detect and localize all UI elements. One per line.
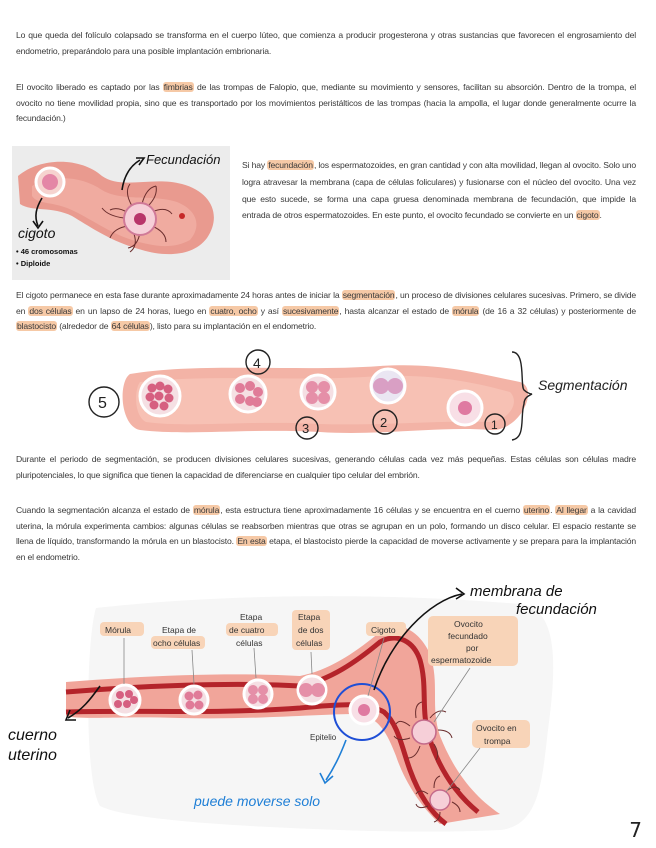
label-cigoto-text: Cigoto bbox=[371, 625, 396, 635]
label-ovt-line1: Ovocito en bbox=[476, 723, 517, 733]
label-dos-celulas bbox=[292, 610, 330, 650]
label-dos-line1: Etapa bbox=[298, 612, 321, 622]
label-ovf-line3: por bbox=[466, 643, 479, 653]
paragraph-morula-blastocyst bbox=[16, 503, 636, 565]
highlight-dos-celulas: dos células bbox=[29, 305, 72, 316]
morula-cell bbox=[110, 685, 140, 715]
label-cuatro-line1: Etapa bbox=[240, 612, 263, 622]
text-segment: El ovocito liberado es captado por las bbox=[16, 82, 163, 92]
stage-4-eight-cells bbox=[230, 376, 266, 412]
label-ocho-line2: ocho células bbox=[153, 638, 201, 648]
paragraph-corpus-luteum bbox=[16, 28, 636, 59]
label-morula-text: Mórula bbox=[105, 625, 131, 635]
figure-fecundation bbox=[12, 146, 230, 280]
number-5: 5 bbox=[98, 395, 107, 412]
highlight-fimbrias: fimbrias bbox=[163, 82, 193, 92]
text-segment: (alrededor de bbox=[56, 321, 111, 331]
text-segment: , esta estructura tiene aproximadamente 16 células y se encuentra en el cuerno bbox=[220, 505, 523, 515]
label-ovf-line2: fecundado bbox=[448, 631, 488, 641]
label-cigoto bbox=[366, 622, 406, 636]
text-segment: de las trompas de Falopio, que, mediante su movimiento y sensores, facilitan su absorción. Dentro de la trompa, el ovocito no tiene movilidad propia, sino que es transportado por los movimientos peristálticos de las trompas (hacia la ampolla, el lugar donde generalmente ocurre la fecundación.) bbox=[16, 82, 636, 123]
highlight-blastocisto: blastocisto bbox=[17, 321, 56, 331]
paragraph-fecundation bbox=[242, 157, 636, 224]
label-diploide: • Diploide bbox=[16, 259, 51, 268]
label-ovf-line1: Ovocito bbox=[454, 619, 483, 629]
stage-5-morula bbox=[140, 376, 180, 416]
text-segment: , hasta alcanzar el estado de bbox=[339, 305, 453, 316]
text-segment: y así bbox=[257, 305, 282, 316]
figure-segmentation bbox=[80, 346, 650, 446]
text-segment: a la cavidad uterina, la mórula experimenta cambios: algunas células se reabsorben mientras que otras se agrupan en un polo, formando un disco celular. El espacio restante se llena de líquido, transformando la mórula en un blastocisto. bbox=[16, 505, 636, 546]
label-uterino: uterino bbox=[8, 747, 57, 764]
text-segment: El cigoto permanece en esta fase durante aproximadamente 24 horas antes de iniciar la bbox=[16, 290, 342, 300]
highlight-morula: mórula bbox=[453, 305, 479, 316]
paragraph-text: Durante el periodo de segmentación, se producen divisiones celulares sucesivas, generando células cada vez más pequeñas. Estas células son células madre pluripotenciales, lo que significa que tienen la capacidad de diferenciarse en cualquier tipo celular del embrión. bbox=[16, 454, 636, 480]
stage-2-two-cells bbox=[371, 369, 405, 403]
label-ovf-line4: espermatozoide bbox=[431, 655, 492, 665]
label-46-cromosomas: • 46 cromosomas bbox=[16, 247, 78, 256]
highlight-cuatro-ocho: cuatro, ocho bbox=[210, 305, 257, 316]
highlight-segmentacion: segmentación bbox=[342, 290, 395, 300]
paragraph-ovocyte-capture bbox=[16, 80, 636, 127]
label-cigoto: cigoto bbox=[18, 225, 56, 241]
label-dos-line3: células bbox=[296, 638, 323, 648]
zygote-cell bbox=[36, 168, 64, 196]
paragraph-text: Lo que queda del folículo colapsado se transforma en el cuerpo lúteo, que comienza a producir progesterona y otras sustancias que favorecen el engrosamiento del endometrio, preparándolo para una posible implantación embrionaria. bbox=[16, 30, 636, 56]
highlight-fecundacion: fecundación bbox=[268, 160, 313, 170]
text-segment: . bbox=[599, 210, 602, 221]
text-segment: ), listo para su implantación en el endometrio. bbox=[149, 321, 317, 331]
label-ovt-line2: trompa bbox=[484, 736, 511, 746]
number-4: 4 bbox=[253, 355, 261, 371]
two-cell-stage bbox=[298, 676, 326, 704]
page-number: 7 bbox=[629, 818, 642, 842]
eight-cell-stage bbox=[180, 686, 208, 714]
highlight-en-esta: En esta bbox=[237, 536, 266, 546]
highlight-al-llegar: Al llegar bbox=[556, 505, 587, 515]
label-cuatro-line3: células bbox=[236, 638, 263, 648]
highlight-64-celulas: 64 células bbox=[111, 321, 149, 331]
text-segment: , un proceso de divisiones celulares sucesivas. Primero, se divide en bbox=[16, 290, 636, 316]
label-membrana-2: fecundación bbox=[516, 601, 597, 618]
label-cuatro-line2: de cuatro bbox=[229, 625, 265, 635]
text-segment: Si hay bbox=[242, 160, 268, 170]
label-morula bbox=[100, 622, 144, 636]
label-segmentacion: Segmentación bbox=[538, 377, 628, 393]
text-segment: (de 16 a 32 células) y posteriormente de bbox=[479, 305, 636, 316]
text-segment: . bbox=[550, 505, 556, 515]
number-1: 1 bbox=[491, 418, 498, 432]
number-3: 3 bbox=[302, 421, 310, 436]
text-segment: , los espermatozoides, en gran cantidad y con alta movilidad, llegan al ovocito. Solo uno logra atravesar la membrana (capa de células foliculares) y fusionarse con el núcleo del ovocito. Una vez que esto sucede, se forma una capa gruesa denominada membrana de fecundación, que impide la entrada de otros espermatozoides. En este punto, el ovocito fecundado se convierte en un bbox=[242, 160, 636, 221]
highlight-morula-2: mórula bbox=[193, 505, 220, 515]
label-membrana-1: membrana de bbox=[470, 583, 563, 600]
highlight-cigoto: cigoto bbox=[576, 210, 599, 221]
text-segment: Cuando la segmentación alcanza el estado de bbox=[16, 505, 193, 515]
number-2: 2 bbox=[380, 415, 388, 430]
paragraph-pluripotent bbox=[16, 452, 636, 483]
label-puede-moverse: puede moverse solo bbox=[194, 793, 321, 809]
label-epitelio: Epitelio bbox=[310, 733, 337, 742]
paragraph-segmentation bbox=[16, 288, 636, 335]
label-fecundacion: Fecundación bbox=[146, 152, 221, 167]
figure-ovocyte-journey bbox=[0, 580, 656, 842]
highlight-sucesivamente: sucesivamente bbox=[282, 305, 339, 316]
label-dos-line2: de dos bbox=[298, 625, 324, 635]
highlight-uterino: uterino bbox=[523, 505, 550, 515]
label-ocho-line1: Etapa de bbox=[162, 625, 197, 635]
label-ovocito-fecundado bbox=[428, 616, 518, 666]
stage-1-zygote bbox=[448, 391, 482, 425]
four-cell-stage bbox=[244, 680, 272, 708]
label-cuerno: cuerno bbox=[8, 727, 57, 744]
text-segment: en un lapso de 24 horas, luego en bbox=[72, 305, 210, 316]
stage-3-four-cells bbox=[301, 375, 335, 409]
text-segment: etapa, el blastocisto pierde la capacidad de moverse activamente y se prepara para la implantación en el endometrio. bbox=[16, 536, 636, 562]
label-ovocito-trompa bbox=[472, 720, 530, 748]
